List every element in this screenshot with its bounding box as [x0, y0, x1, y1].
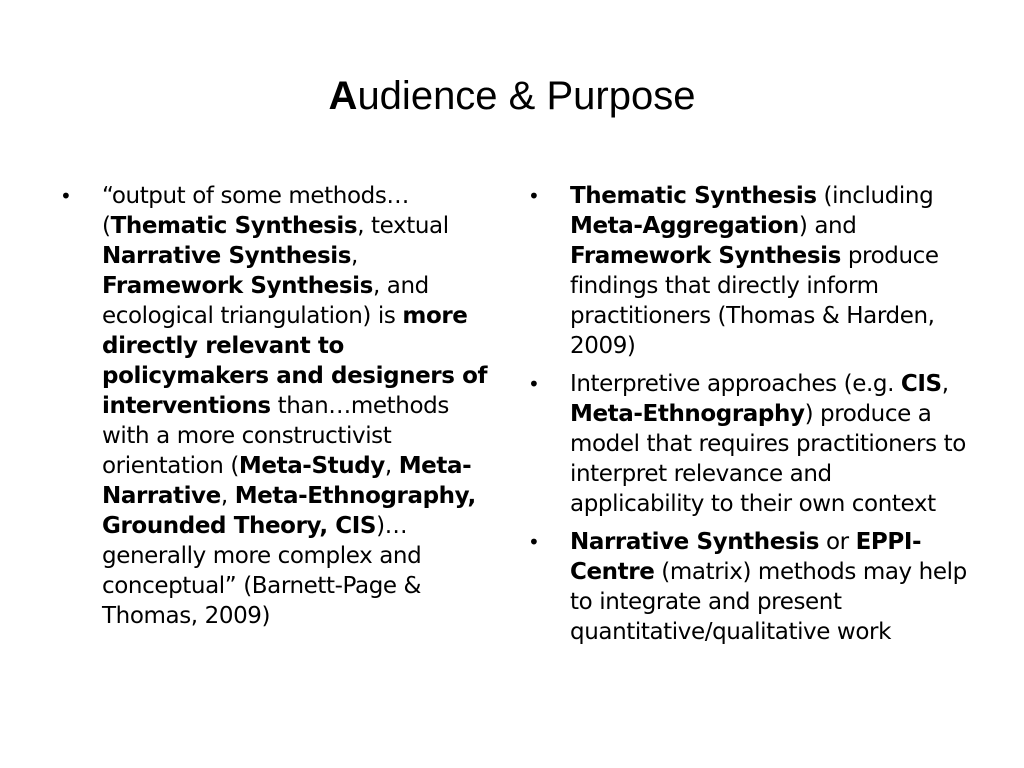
text-run: than…methods with a more constructivist orientation ( [102, 393, 449, 479]
right-bullet-item-thematic [528, 181, 968, 361]
text-run: (including [816, 183, 934, 209]
text-run: , [220, 483, 235, 509]
bold-term: Framework Synthesis [570, 243, 841, 269]
text-run: , [351, 243, 358, 269]
text-run: ) produce a model that requires practitioners to interpret relevance and applicability to their own context [570, 401, 966, 517]
bold-term: Framework Synthesis [102, 273, 373, 299]
text-run: or [819, 529, 856, 555]
bold-term: Meta-Ethnography [570, 401, 805, 427]
bullet-icon: • [528, 184, 540, 208]
text-run: , [384, 453, 399, 479]
bold-term: Thematic Synthesis [110, 213, 358, 239]
right-bullet-text [570, 371, 966, 517]
bold-term: Meta-Aggregation [570, 213, 799, 239]
bold-term: CIS [900, 371, 942, 397]
bold-term: EPPI-Centre [570, 529, 922, 585]
bold-term: Narrative Synthesis [102, 243, 352, 269]
bullet-icon: • [60, 184, 72, 208]
text-run: Interpretive approaches (e.g. [570, 371, 901, 397]
right-bullet-text [570, 529, 967, 645]
text-run: ) and [798, 213, 857, 239]
right-bullet-item-interpretive [528, 369, 968, 519]
bold-term: Meta-Study [238, 453, 385, 479]
left-bullet-text [102, 183, 487, 629]
bold-term: Thematic Synthesis [570, 183, 817, 209]
text-run: (matrix) methods may help to integrate and present quantitative/qualitative work [570, 559, 967, 645]
text-run: produce findings that directly inform practitioners (Thomas & Harden, 2009) [570, 243, 939, 359]
bold-term: Meta-Ethnography, Grounded Theory, CIS [102, 483, 476, 539]
right-bullet-list [528, 181, 968, 647]
right-column [528, 181, 968, 655]
bullet-icon: • [528, 372, 540, 396]
left-bullet-list [60, 181, 500, 631]
left-column [60, 181, 500, 639]
left-bullet-item [60, 181, 500, 631]
right-bullet-text [570, 183, 939, 359]
text-run: )…generally more complex and conceptual” (Barnett-Page & Thomas, 2009) [102, 513, 422, 629]
text-run: “output of some methods… ( [102, 183, 410, 239]
text-run: , [941, 371, 949, 397]
bold-term: more directly relevant to policymakers and designers of interventions [102, 303, 488, 419]
slide-title-first-letter: A [328, 74, 358, 118]
slide-title-rest: udience & Purpose [357, 74, 696, 118]
text-run: , textual [357, 213, 449, 239]
right-bullet-item-narrative [528, 527, 968, 647]
bold-term: Meta-Narrative [102, 453, 472, 509]
text-run: , and ecological triangulation) is [102, 273, 429, 329]
slide-title [0, 72, 1024, 120]
bold-term: Narrative Synthesis [570, 529, 820, 555]
bullet-icon: • [528, 530, 540, 554]
